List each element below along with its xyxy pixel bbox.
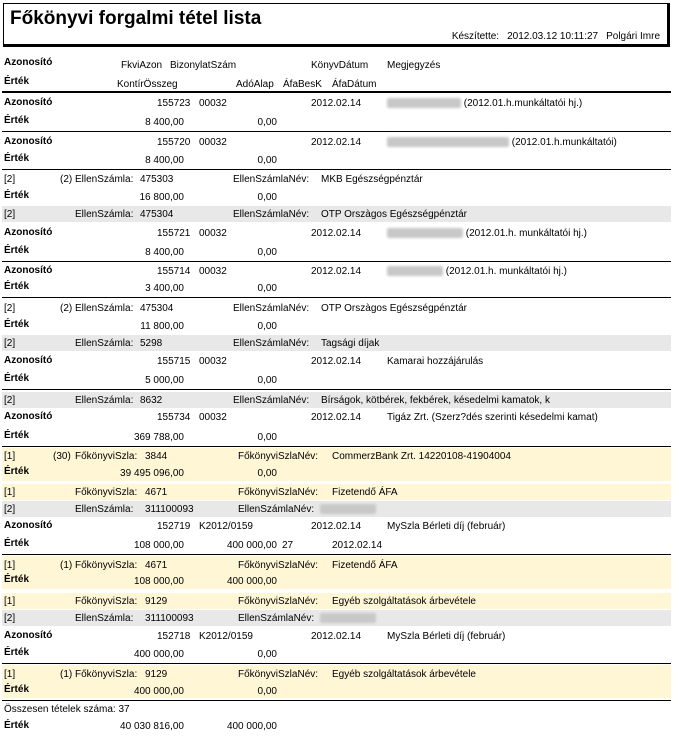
record-note: (2012.01.h. munkáltatói hj.) — [387, 266, 567, 278]
ellenszamlanev-value: Bírságok, kötbérek, fekbérek, késedelmi kamatok, k — [321, 395, 550, 406]
azonosito-label: Azonosító — [4, 630, 53, 641]
row-tag: [2] — [4, 174, 16, 185]
record-date: 2012.02.14 — [311, 137, 362, 148]
ellenszamla-label: EllenSzámla: — [75, 303, 134, 314]
fokonyviszla-value: 4671 — [145, 487, 168, 498]
ellenszamla-value: 475304 — [140, 303, 174, 314]
record-adoalap: 0,00 — [257, 321, 277, 332]
redacted-name — [387, 137, 509, 147]
ellenszamlanev-label: EllenSzámlaNév: — [233, 174, 310, 185]
record-adoalap: 400 000,00 — [226, 576, 277, 587]
ellenszamla-label: EllenSzámla: — [75, 338, 134, 349]
ellenszamlanev-value: OTP Orszàgos Egészségpénztár — [321, 303, 467, 314]
row-tag: [2] — [4, 338, 16, 349]
ellenszamlanev-label: EllenSzámlaNév: — [233, 395, 310, 406]
record-adoalap: 0,00 — [257, 686, 277, 697]
record-adoalap: 0,00 — [257, 649, 277, 660]
fokonyviszla-value: 9129 — [145, 596, 168, 607]
redacted-name — [320, 504, 376, 514]
ellenszamla-label: EllenSzámla: — [75, 209, 134, 220]
row-tag: [1] — [4, 560, 16, 571]
record-date: 2012.02.14 — [311, 631, 362, 642]
ellenszamla-value: 8632 — [140, 395, 163, 406]
record-value: 8 400,00 — [145, 247, 184, 258]
record-adoalap: 0,00 — [257, 283, 277, 294]
ertek-label: Érték — [4, 153, 30, 164]
record-adoalap: 400 000,00 — [226, 540, 277, 551]
fokonyviszlanev-value: CommerzBank Zrt. 14220108-41904004 — [332, 451, 511, 462]
row-divider — [2, 261, 671, 262]
record-value: 5 000,00 — [145, 375, 184, 386]
header-afabesk: ÁfaBesK — [283, 79, 322, 90]
record-adoalap: 0,00 — [257, 432, 277, 443]
ertek-label: Érték — [4, 574, 30, 585]
fokonyviszla-label: FőkönyviSzla: — [75, 596, 138, 607]
record-note: Kamarai hozzájárulás — [387, 356, 484, 367]
record-id: 152718 — [157, 631, 191, 642]
redacted-name — [387, 266, 443, 276]
ertek-label: Érték — [4, 647, 30, 658]
header-megjegyzes: Megjegyzés — [387, 60, 441, 71]
created-name: Polgári Imre — [606, 31, 660, 42]
fokonyviszla-value: 9129 — [145, 669, 168, 680]
ertek-label: Érték — [4, 430, 30, 441]
ertek-label: Érték — [4, 466, 30, 477]
record-date: 2012.02.14 — [311, 266, 362, 277]
header-fkviazon: FkviAzon — [121, 60, 163, 71]
record-value: 108 000,00 — [133, 576, 184, 587]
record-date: 2012.02.14 — [311, 228, 362, 239]
fokonyviszlanev-label: FőkönyviSzlaNév: — [238, 487, 319, 498]
azonosito-label: Azonosító — [4, 411, 53, 422]
ertek-label: Érték — [4, 319, 30, 330]
row-count: (1) — [60, 560, 73, 571]
ellenszamlanev-value — [320, 504, 376, 516]
record-note: MySzla Bérleti díj (február) — [387, 631, 506, 642]
record-date: 2012.02.14 — [311, 412, 362, 423]
record-adoalap: 0,00 — [257, 192, 277, 203]
record-note: Tigáz Zrt. (Szerz?dés szerinti késedelmi kamat) — [387, 412, 598, 423]
fokonyviszlanev-label: FőkönyviSzlaNév: — [238, 451, 319, 462]
row-divider — [2, 700, 671, 701]
row-count: (2) — [60, 303, 73, 314]
record-value: 16 800,00 — [139, 192, 184, 203]
fokonyviszlanev-value: Fizetendő ÁFA — [332, 560, 398, 571]
header-adoalap: AdóAlap — [236, 79, 274, 90]
fokonyviszlanev-value: Egyéb szolgáltatások árbevétele — [332, 669, 476, 680]
fokonyviszla-value: 4671 — [145, 560, 168, 571]
ertek-label: Érték — [4, 115, 30, 126]
row-tag: [2] — [4, 395, 16, 406]
record-value: 3 400,00 — [145, 283, 184, 294]
row-count: (30) — [53, 451, 71, 462]
header-konyvdatum: KönyvDátum — [311, 60, 369, 71]
header-divider — [2, 91, 671, 93]
record-id: 152719 — [157, 521, 191, 532]
row-count: (2) — [60, 174, 73, 185]
ellenszamla-value: 475304 — [140, 209, 174, 220]
record-bizonylat: K2012/0159 — [199, 631, 253, 642]
record-value: 8 400,00 — [145, 155, 184, 166]
fokonyviszla-label: FőkönyviSzla: — [75, 669, 138, 680]
ellenszamlanev-label: EllenSzámlaNév: — [233, 338, 310, 349]
ellenszamlanev-value: OTP Orszàgos Egészségpénztár — [321, 209, 467, 220]
record-date: 2012.02.14 — [311, 98, 362, 109]
row-divider — [2, 131, 671, 132]
azonosito-label: Azonosító — [4, 136, 53, 147]
azonosito-label: Azonosító — [4, 265, 53, 276]
row-divider — [2, 446, 671, 447]
record-note: (2012.01.h. munkáltatói hj.) — [387, 228, 587, 240]
summary-adoalap: 400 000,00 — [226, 721, 277, 732]
record-bizonylat: 00032 — [199, 98, 227, 109]
record-bizonylat: 00032 — [199, 266, 227, 277]
ertek-label: Érték — [4, 190, 30, 201]
row-count: (1) — [60, 669, 73, 680]
record-note: (2012.01.h.munkáltatói) — [387, 137, 617, 149]
header-bizonylatszam: BizonylatSzám — [170, 60, 237, 71]
header-afadatum: ÁfaDátum — [332, 79, 377, 90]
redacted-name — [320, 613, 376, 623]
record-adoalap: 0,00 — [257, 117, 277, 128]
fokonyviszlanev-value: Egyéb szolgáltatások árbevétele — [332, 596, 476, 607]
row-tag: [1] — [4, 487, 16, 498]
record-bizonylat: 00032 — [199, 412, 227, 423]
ellenszamla-value: 475303 — [140, 174, 174, 185]
report-title-box — [3, 3, 670, 47]
record-value: 400 000,00 — [133, 686, 184, 697]
record-value: 400 000,00 — [133, 649, 184, 660]
record-bizonylat: 00032 — [199, 356, 227, 367]
record-bizonylat: 00032 — [199, 228, 227, 239]
ellenszamlanev-label: EllenSzámlaNév: — [238, 613, 315, 624]
row-tag: [2] — [4, 504, 16, 515]
header-kontirosszeg: KontírÖsszeg — [117, 79, 178, 90]
azonosito-label: Azonosító — [4, 227, 53, 238]
record-id: 155714 — [157, 266, 191, 277]
row-divider — [2, 389, 671, 390]
fokonyviszlanev-label: FőkönyviSzlaNév: — [238, 560, 319, 571]
redacted-name — [387, 98, 461, 108]
record-id: 155715 — [157, 356, 191, 367]
row-tag: [2] — [4, 303, 16, 314]
ertek-label: Érték — [4, 538, 30, 549]
record-date: 2012.02.14 — [311, 356, 362, 367]
fokonyviszla-value: 3844 — [145, 451, 168, 462]
summary-total: 40 030 816,00 — [120, 721, 184, 732]
azonosito-label: Azonosító — [4, 97, 53, 108]
record-value: 11 800,00 — [140, 321, 184, 332]
fokonyviszla-label: FőkönyviSzla: — [75, 560, 138, 571]
row-tag: [1] — [4, 451, 16, 462]
ellenszamlanev-value: MKB Egészségpénztár — [321, 174, 423, 185]
row-divider — [2, 169, 671, 170]
row-tag: [2] — [4, 209, 16, 220]
ellenszamla-label: EllenSzámla: — [75, 504, 134, 515]
ertek-label: Érték — [4, 245, 30, 256]
fokonyviszlanev-label: FőkönyviSzlaNév: — [238, 669, 319, 680]
record-adoalap: 0,00 — [257, 375, 277, 386]
fokonyviszlanev-value: Fizetendő ÁFA — [332, 487, 398, 498]
fokonyviszla-label: FőkönyviSzla: — [75, 451, 138, 462]
ertek-label: Érték — [4, 684, 30, 695]
ellenszamlanev-value — [320, 613, 376, 625]
record-date: 2012.02.14 — [311, 521, 362, 532]
ellenszamlanev-label: EllenSzámlaNév: — [233, 303, 310, 314]
ellenszamla-value: 311100093 — [145, 504, 194, 515]
record-afabesk: 27 — [282, 540, 294, 551]
summary-count: Összesen tételek száma: 37 — [4, 704, 130, 715]
record-value: 369 788,00 — [133, 432, 184, 443]
header-azonosito: Azonosító — [4, 57, 53, 68]
record-id: 155721 — [157, 228, 191, 239]
record-note: (2012.01.h.munkáltatói hj.) — [387, 98, 582, 110]
summary-ertek-label: Érték — [4, 720, 30, 731]
created-datetime: 2012.03.12 10:11:27 — [507, 31, 599, 42]
ellenszamlanev-label: EllenSzámlaNév: — [238, 504, 315, 515]
azonosito-label: Azonosító — [4, 355, 53, 366]
ellenszamla-label: EllenSzámla: — [75, 174, 134, 185]
ellenszamlanev-value: Tagsági díjak — [321, 338, 380, 349]
record-adoalap: 0,00 — [257, 155, 277, 166]
ertek-label: Érték — [4, 373, 30, 384]
row-divider — [2, 554, 671, 555]
ellenszamla-label: EllenSzámla: — [75, 395, 134, 406]
record-value: 8 400,00 — [145, 117, 184, 128]
record-value: 108 000,00 — [133, 540, 184, 551]
fokonyviszlanev-label: FőkönyviSzlaNév: — [238, 596, 319, 607]
record-adoalap: 0,00 — [257, 247, 277, 258]
header-ertek: Érték — [4, 76, 30, 87]
redacted-name — [387, 228, 463, 238]
record-id: 155720 — [157, 137, 191, 148]
record-id: 155734 — [157, 412, 191, 423]
ellenszamlanev-label: EllenSzámlaNév: — [233, 209, 310, 220]
azonosito-label: Azonosító — [4, 520, 53, 531]
row-divider — [2, 663, 671, 664]
record-bizonylat: K2012/0159 — [199, 521, 253, 532]
created-by — [452, 31, 660, 42]
fokonyviszla-label: FőkönyviSzla: — [75, 487, 138, 498]
record-afadatum: 2012.02.14 — [332, 540, 383, 551]
ellenszamla-label: EllenSzámla: — [75, 613, 134, 624]
row-tag: [2] — [4, 613, 16, 624]
row-divider — [2, 297, 671, 298]
ellenszamla-value: 5298 — [140, 338, 163, 349]
record-note: MySzla Bérleti díj (február) — [387, 521, 506, 532]
record-value: 39 495 096,00 — [120, 468, 184, 479]
report-title: Főkönyvi forgalmi tétel lista — [10, 8, 262, 29]
row-tag: [1] — [4, 596, 16, 607]
created-label: Készítette: — [451, 31, 500, 42]
ertek-label: Érték — [4, 281, 30, 292]
record-adoalap: 0,00 — [257, 468, 277, 479]
row-tag: [1] — [4, 669, 16, 680]
record-bizonylat: 00032 — [199, 137, 227, 148]
record-id: 155723 — [157, 98, 191, 109]
ellenszamla-value: 311100093 — [145, 613, 194, 624]
